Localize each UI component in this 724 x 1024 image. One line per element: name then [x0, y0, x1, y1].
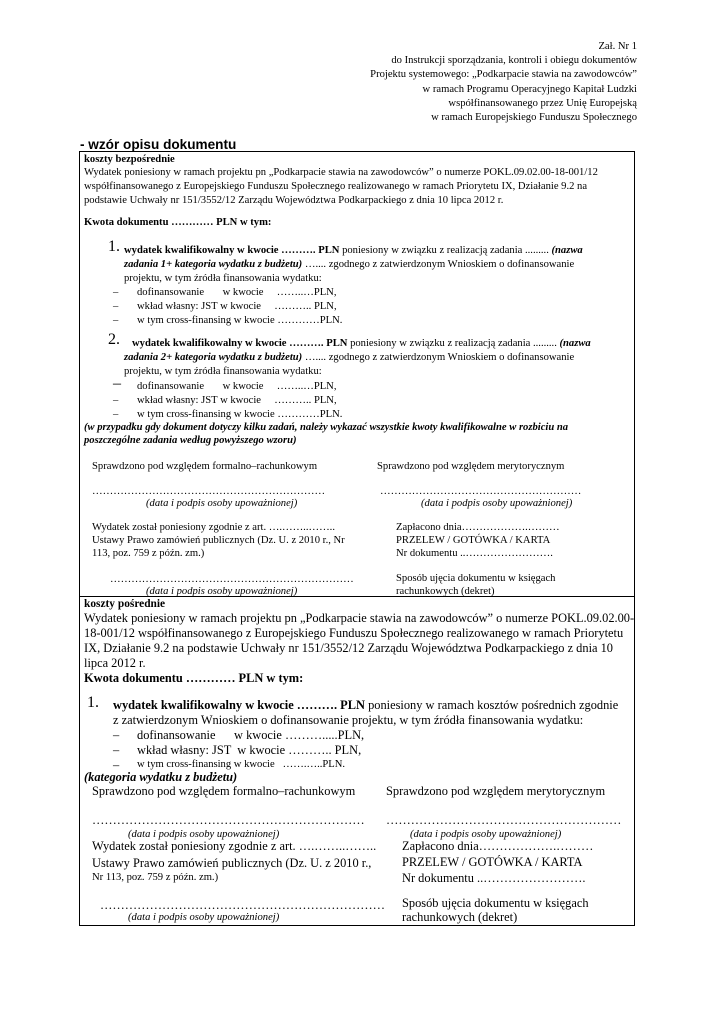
document-title: - wzór opisu dokumentu	[80, 137, 237, 152]
signature-label: (data i podpis osoby upoważnionej)	[146, 586, 298, 597]
spent-line	[92, 856, 371, 872]
category-label: (kategoria wydatku z budżetu)	[84, 770, 238, 784]
item-line	[132, 337, 591, 350]
paid-line: Zapłacono dnia……………….………	[396, 522, 560, 533]
item-number: 2.	[108, 331, 120, 348]
intro-line: Wydatek poniesiony w ramach projektu pn „Podkarpacie stawia na zawodowców” o numerze POKL.09.02.00-18-001/12	[84, 167, 598, 178]
spent-line: Nr 113, poz. 759 z późn. zm.)	[92, 872, 219, 883]
header-line: Zał. Nr 1	[598, 41, 637, 52]
item-line	[124, 244, 583, 257]
spent-text: Ustawy Prawo zamówień publicznych (Dz. U. z 2010 r.,	[92, 856, 372, 870]
signature-dots: ……………………………………………………………	[110, 574, 354, 585]
spent-line: Wydatek został poniesiony zgodnie z art. ….……..……..	[92, 522, 335, 533]
dash: –	[113, 743, 120, 757]
funding-row: wkład własny: JST w kwocie ……….. PLN,	[137, 301, 337, 312]
item-line	[113, 698, 618, 714]
signature-label: (data i podpis osoby upoważnionej)	[128, 912, 280, 923]
indirect-costs-box	[79, 596, 635, 926]
item-number: 1.	[87, 694, 99, 711]
header-line: w ramach Programu Operacyjnego Kapitał Ludzki	[422, 83, 637, 95]
signature-dots: …………………………………………………………	[92, 486, 326, 497]
item-task: (nazwa	[551, 245, 583, 256]
item-text: poniesiony w związku z realizacją zadania .........	[339, 245, 552, 256]
signature-label: (data i podpis osoby upoważnionej)	[146, 498, 298, 509]
dash: –	[113, 395, 119, 406]
signature-dots: …………………………………………………	[380, 486, 582, 497]
dash: –	[113, 728, 120, 742]
dash: –	[113, 409, 119, 420]
signature-dots: …………………………………………………………	[92, 813, 365, 827]
item-line: projektu, w tym źródła finansowania wydatku:	[124, 366, 322, 377]
item-text: poniesiony w ramach kosztów pośrednich zgodnie	[364, 698, 619, 712]
amount-line: Kwota dokumentu ………… PLN w tym:	[84, 671, 304, 685]
booking-line: Sposób ujęcia dokumentu w księgach	[402, 896, 589, 910]
item-task: zadania 1+ kategoria wydatku z budżetu)	[124, 259, 303, 270]
signature-label: (data i podpis osoby upoważnionej)	[410, 829, 562, 840]
dash: –	[113, 301, 119, 312]
section-heading: koszty bezpośrednie	[84, 154, 175, 165]
signature-dots: …………………………………………………	[386, 813, 622, 827]
funding-row: w tym cross-finansing w kwocie …………PLN.	[137, 315, 343, 326]
item-line: z zatwierdzonym Wnioskiem o dofinansowanie projektu, w tym źródła finansowania wydatku:	[113, 713, 584, 727]
item-text: ….... zgodnego z zatwierdzonym Wnioskiem o dofinansowanie	[302, 259, 575, 270]
note-line: (w przypadku gdy dokument dotyczy kilku zadań, należy wykazać wszystkie kwoty kwalifikowalne w rozbiciu na	[84, 422, 569, 433]
spent-line: 113, poz. 759 z późn. zm.)	[92, 548, 205, 559]
funding-row: wkład własny: JST w kwocie ……….. PLN,	[137, 395, 337, 406]
funding-row: dofinansowanie w kwocie ……..…PLN,	[137, 287, 337, 298]
signature-dots: ……………………………………………………………	[100, 898, 385, 912]
note-line: poszczególne zadania według powyższego wzoru)	[84, 435, 297, 446]
item-line	[124, 351, 574, 364]
funding-row: dofinansowanie w kwocie ……….....PLN,	[137, 728, 365, 742]
signature-label: (data i podpis osoby upoważnionej)	[421, 498, 573, 509]
merit-check-label: Sprawdzono pod względem merytorycznym	[377, 461, 565, 472]
paid-line: Nr dokumentu ..…………………….	[402, 871, 586, 885]
direct-costs-box	[79, 151, 635, 597]
paid-line: PRZELEW / GOTÓWKA / KARTA	[396, 535, 551, 546]
signature-label: (data i podpis osoby upoważnionej)	[128, 829, 280, 840]
item-amount: wydatek kwalifikowalny w kwocie ………. PLN	[113, 698, 365, 712]
intro-line: IX, Działanie 9.2 na podstawie Uchwały nr 151/3552/12 Zarządu Województwa Podkarpackiego z dnia 10	[84, 641, 614, 655]
paid-line: Zapłacono dnia……………….………	[402, 839, 594, 853]
spent-line: Wydatek został poniesiony zgodnie z art. ….……..……..	[92, 839, 377, 853]
paid-line: PRZELEW / GOTÓWKA / KARTA	[402, 855, 583, 869]
header-line: Projektu systemowego: „Podkarpacie stawia na zawodowców”	[370, 69, 637, 81]
dash: –	[113, 315, 119, 326]
funding-row: w tym cross-finansing w kwocie …….…..PLN.	[137, 759, 346, 770]
booking-line: rachunkowych (dekret)	[396, 586, 495, 597]
booking-line: Sposób ujęcia dokumentu w księgach	[396, 573, 556, 584]
item-amount: wydatek kwalifikowalny w kwocie ………. PLN	[132, 338, 348, 349]
booking-line: rachunkowych (dekret)	[402, 910, 518, 924]
formal-check-label: Sprawdzono pod względem formalno–rachunkowym	[92, 461, 318, 472]
amount-line: Kwota dokumentu ………… PLN w tym:	[84, 217, 272, 228]
funding-row: w tym cross-finansing w kwocie …………PLN.	[137, 409, 343, 420]
item-line	[124, 258, 574, 271]
attachment-header	[277, 40, 637, 125]
item-line: projektu, w tym źródła finansowania wydatku:	[124, 273, 322, 284]
item-number: 1.	[108, 238, 120, 255]
spent-line: Ustawy Prawo zamówień publicznych (Dz. U. z 2010 r., Nr	[92, 535, 345, 546]
item-text: poniesiony w związku z realizacją zadania .........	[347, 338, 560, 349]
dash: –	[113, 375, 121, 392]
dash: –	[113, 287, 119, 298]
paid-line: Nr dokumentu ..…………………….	[396, 548, 553, 559]
intro-line: podstawie Uchwały nr 151/3552/12 Zarządu Województwa Podkarpackiego z dnia 10 lipca 2012 r.	[84, 195, 504, 206]
funding-row: wkład własny: JST w kwocie ……….. PLN,	[137, 743, 362, 757]
header-line: w ramach Europejskiego Funduszu Społecznego	[431, 112, 637, 124]
item-text: ….... zgodnego z zatwierdzonym Wnioskiem o dofinansowanie	[302, 352, 575, 363]
intro-line: współfinansowanego z Europejskiego Funduszu Społecznego realizowanego w ramach Priorytetu IX, Działanie 9.2 na	[84, 181, 588, 192]
funding-row: dofinansowanie w kwocie ……..…PLN,	[137, 381, 337, 392]
header-line: współfinansowanego przez Unię Europejską	[448, 97, 637, 109]
dash: –	[113, 758, 120, 772]
item-amount: wydatek kwalifikowalny w kwocie ………. PLN	[124, 245, 340, 256]
section-heading: koszty pośrednie	[84, 598, 166, 610]
header-line: do Instrukcji sporządzania, kontroli i obiegu dokumentów	[391, 55, 637, 67]
formal-check-label: Sprawdzono pod względem formalno–rachunkowym	[92, 784, 356, 798]
merit-check-label: Sprawdzono pod względem merytorycznym	[386, 784, 606, 798]
item-task: (nazwa	[559, 338, 591, 349]
item-task: zadania 2+ kategoria wydatku z budżetu)	[124, 352, 303, 363]
intro-line: 18-001/12 współfinansowanego z Europejskiego Funduszu Społecznego realizowanego w ramach Priorytetu	[84, 626, 624, 640]
intro-line: Wydatek poniesiony w ramach projektu pn „Podkarpacie stawia na zawodowców” o numerze POKL.09.02.00-	[84, 611, 635, 625]
intro-line: lipca 2012 r.	[84, 656, 146, 670]
